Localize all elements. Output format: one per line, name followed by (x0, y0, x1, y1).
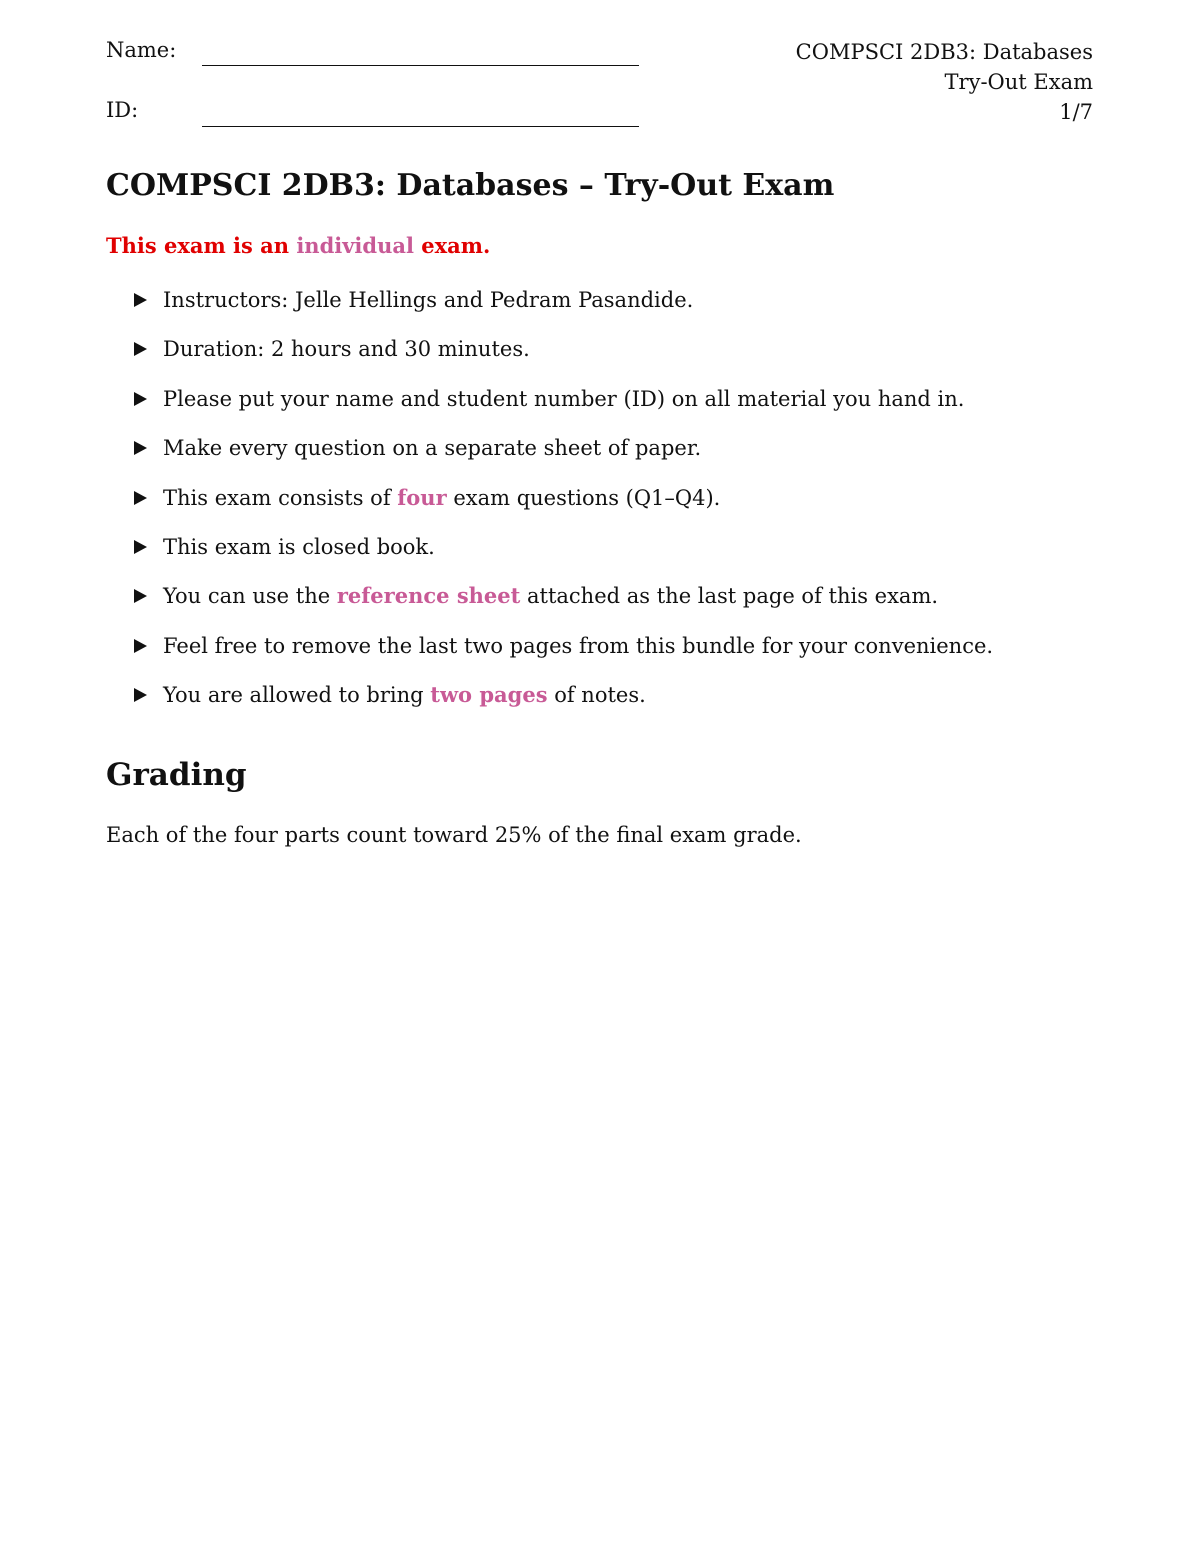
bullet-text: Make every question on a separate sheet of paper. (163, 436, 702, 461)
course-title: COMPSCI 2DB3: Databases (795, 40, 1093, 64)
list-item (134, 336, 993, 385)
bullet-text: Please put your name and student number (ID) on all material you hand in. (163, 386, 965, 411)
bullet-highlight: two pages (430, 682, 548, 708)
list-item (134, 287, 993, 336)
bullet-text-after: of notes. (547, 683, 646, 708)
bullet-triangle-icon (134, 540, 147, 554)
bullet-text: This exam consists of (163, 485, 398, 510)
bullet-triangle-icon (134, 293, 147, 307)
page-number: 1/7 (1059, 100, 1093, 124)
bullet-text: You can use the (163, 584, 337, 609)
list-item (134, 534, 993, 583)
bullet-text: Instructors: Jelle Hellings and Pedram Pasandide. (163, 288, 694, 312)
grading-heading: Grading (106, 757, 247, 793)
bullet-text: This exam is closed book. (163, 534, 435, 559)
list-item (134, 583, 993, 632)
id-field-line (202, 126, 639, 127)
bullet-highlight: reference sheet (336, 583, 521, 609)
bullet-text: Feel free to remove the last two pages from this bundle for your convenience. (163, 633, 994, 658)
name-field-line (202, 65, 639, 66)
grading-text: Each of the four parts count toward 25% of the final exam grade. (106, 823, 802, 847)
bullet-text: You are allowed to bring (163, 683, 431, 708)
notice-text-before: This exam is an (106, 233, 297, 258)
list-item (134, 485, 993, 534)
course-header (796, 37, 1093, 127)
id-label: ID: (106, 98, 139, 122)
name-label: Name: (106, 38, 177, 62)
bullet-triangle-icon (134, 342, 147, 356)
notice-highlight: individual (296, 233, 414, 258)
page-title: COMPSCI 2DB3: Databases – Try-Out Exam (106, 168, 835, 203)
list-item (134, 682, 993, 731)
exam-notice (106, 233, 490, 258)
notice-text-after: exam. (413, 233, 491, 258)
list-item (134, 435, 993, 484)
bullet-triangle-icon (134, 441, 147, 455)
bullet-triangle-icon (134, 589, 147, 603)
bullet-highlight: four (397, 484, 447, 510)
bullet-triangle-icon (134, 392, 147, 406)
bullet-text-after: exam questions (Q1–Q4). (446, 485, 721, 510)
instructions-list (134, 287, 993, 732)
list-item (134, 633, 993, 682)
bullet-text: Duration: 2 hours and 30 minutes. (163, 337, 530, 362)
bullet-text-after: attached as the last page of this exam. (520, 584, 939, 609)
list-item (134, 386, 993, 435)
bullet-triangle-icon (134, 639, 147, 653)
bullet-triangle-icon (134, 688, 147, 702)
exam-title: Try-Out Exam (944, 70, 1093, 94)
bullet-triangle-icon (134, 491, 147, 505)
